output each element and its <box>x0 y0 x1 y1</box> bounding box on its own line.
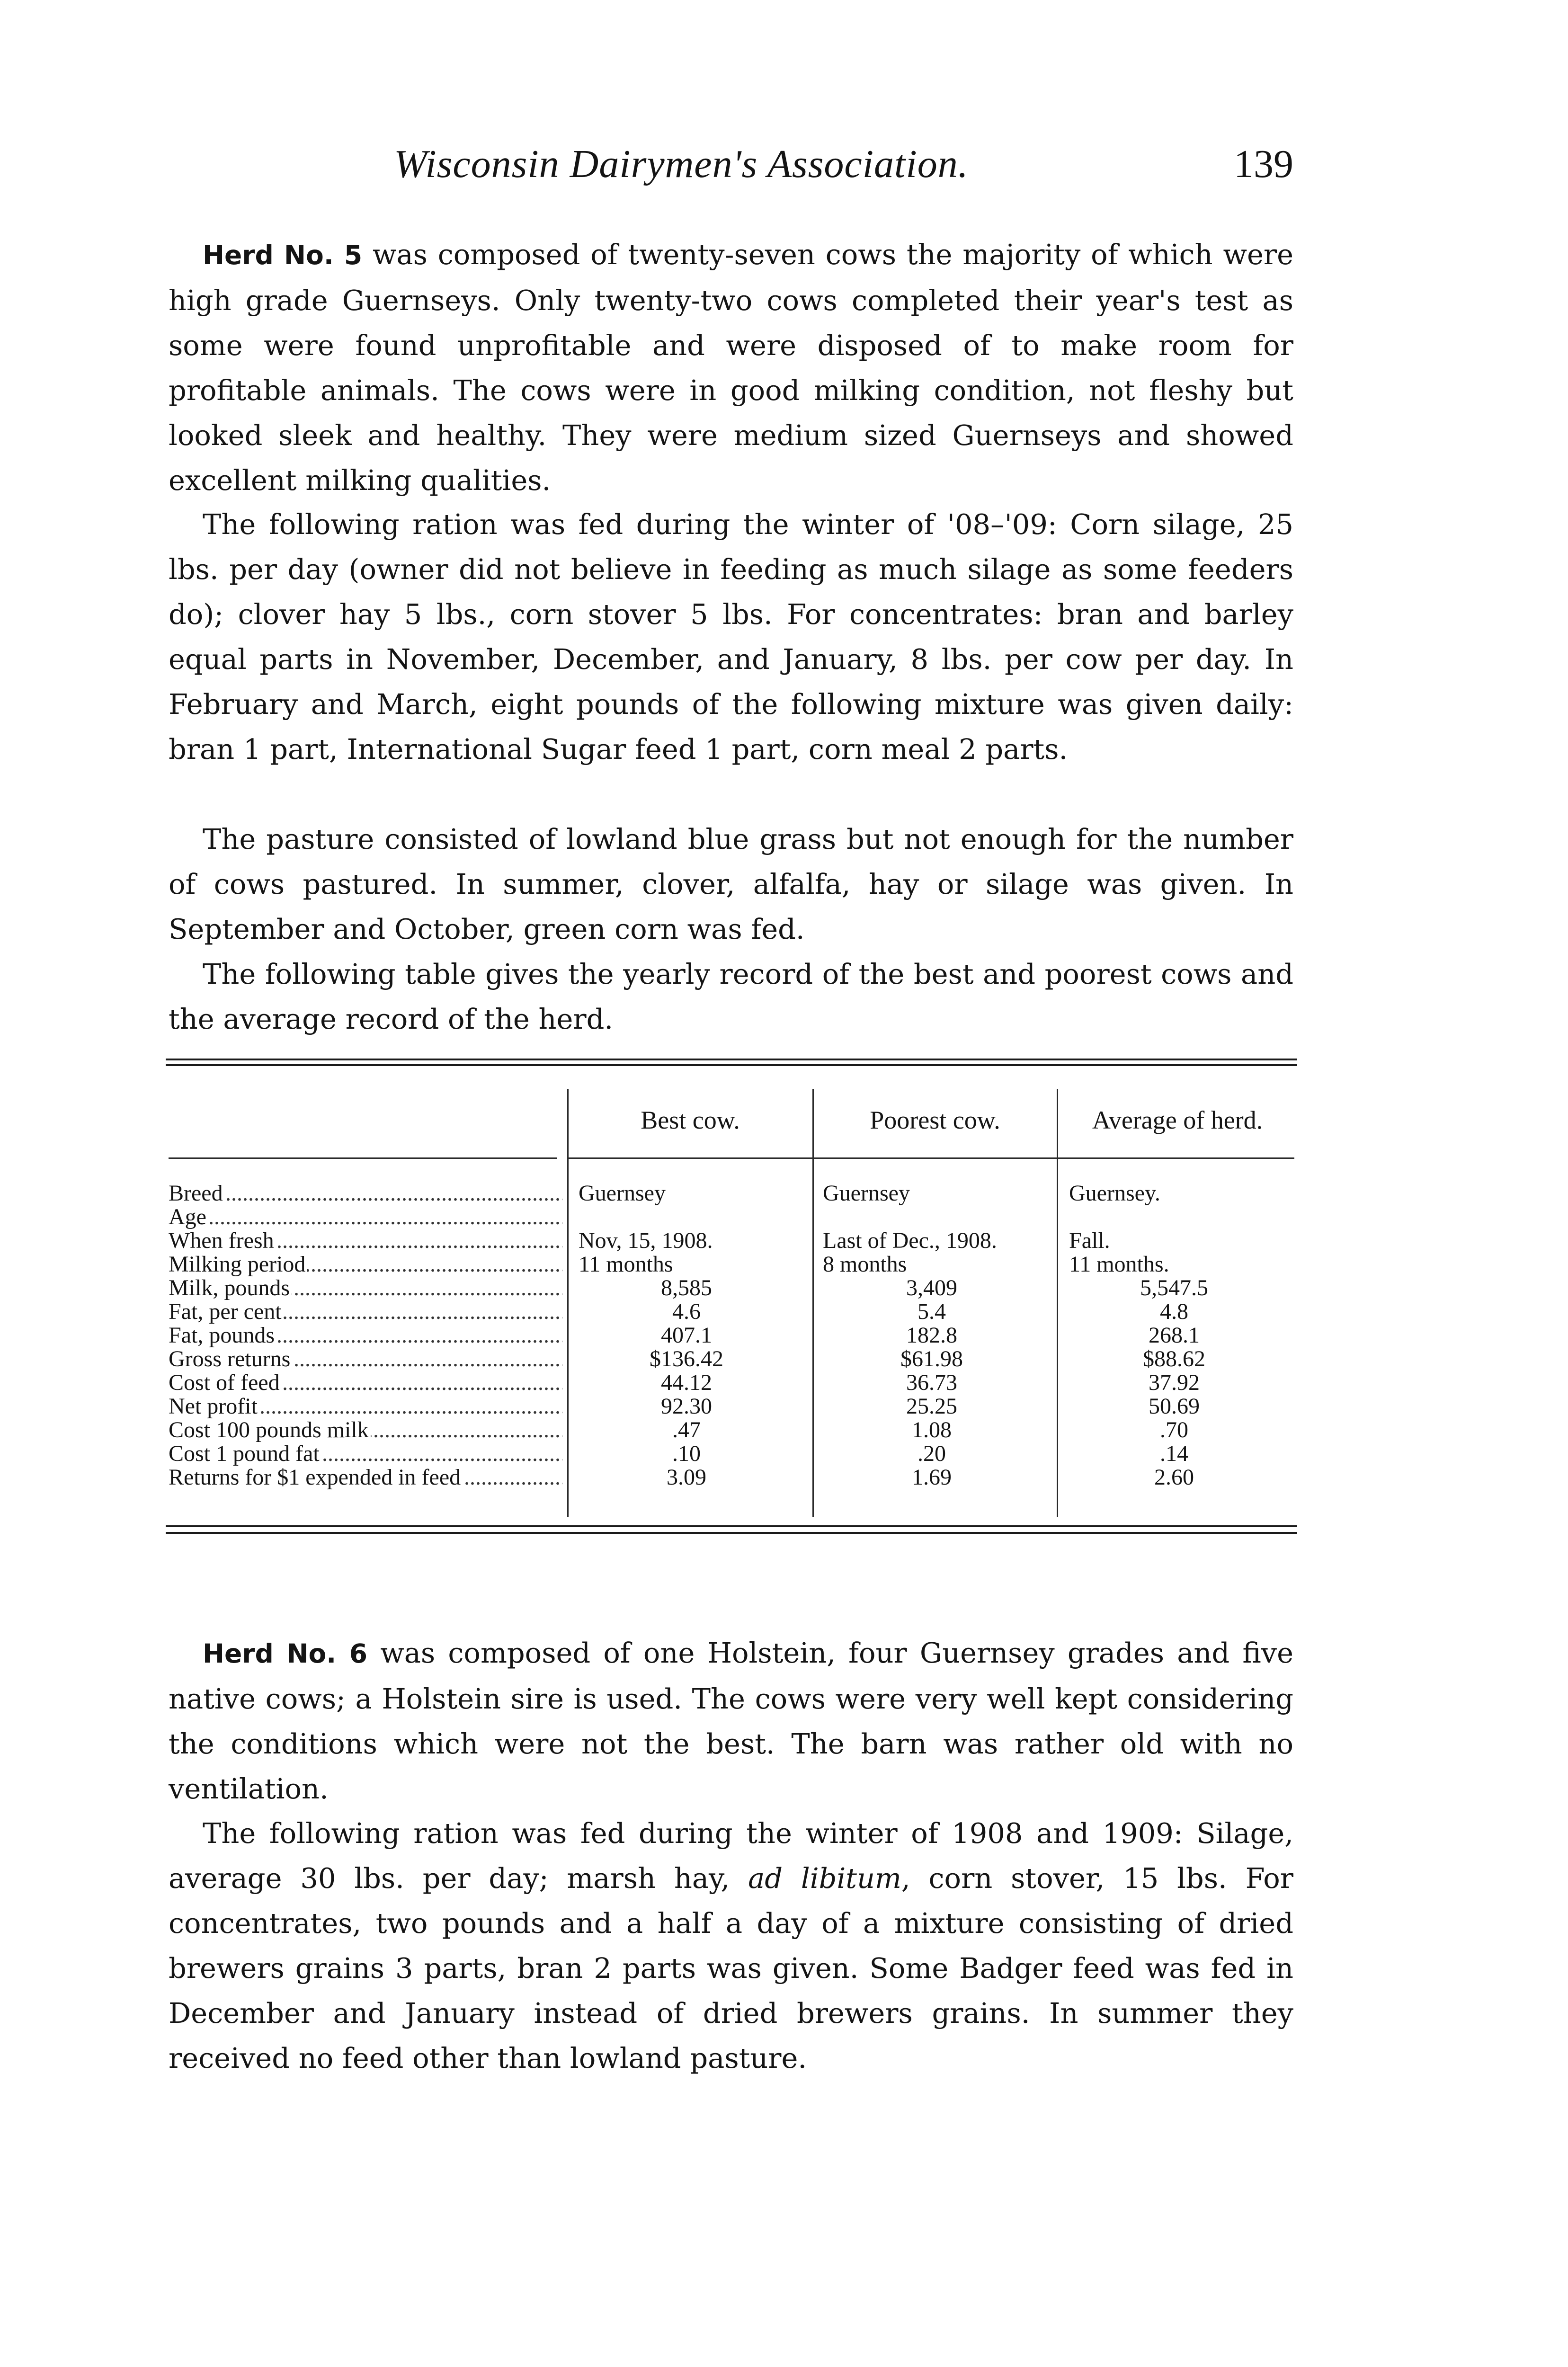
row-label: Fat, pounds . . . <box>169 1324 562 1347</box>
cell-average: Guernsey. <box>1069 1181 1160 1206</box>
table-header-rule <box>568 1157 812 1159</box>
herd6-ration-after: , corn stover, 15 lbs. For concentrates, two pounds and a half a day of a mixture consisting of dried brewers grains 3 parts, bran 2 parts was given. Some Badger feed was fed in December and January instead of dried brewers grains. In summer they received no feed other than lowland pasture. <box>169 1862 1293 2074</box>
row-label: Cost of feed . . . <box>169 1371 562 1395</box>
herd6-lead: Herd No. 6 <box>203 1638 368 1669</box>
table-row <box>0 1442 1568 1466</box>
column-header-average-of-herd: Average of herd. <box>1092 1106 1263 1134</box>
cell-best: Guernsey <box>579 1181 666 1206</box>
column-header-best-cow: Best cow. <box>641 1106 740 1134</box>
table-row <box>0 1395 1568 1418</box>
row-label: Age . . . <box>169 1205 562 1229</box>
table-row <box>0 1466 1568 1489</box>
cell-poorest: $61.98 <box>900 1346 963 1371</box>
row-label: Net profit . . . <box>169 1395 562 1418</box>
cell-average: 2.60 <box>1154 1465 1194 1490</box>
cell-average: Fall. <box>1069 1228 1110 1253</box>
row-label: Gross returns . . . <box>169 1347 562 1371</box>
cell-poorest: .20 <box>918 1441 946 1466</box>
herd6-intro-text: was composed of one Holstein, four Guernsey grades and five native cows; a Holstein sire is used. The cows were very well kept considering the conditions which were not the best. The barn was rather old with no ventilation. <box>169 1637 1293 1805</box>
paragraph-herd5-intro <box>169 232 1293 503</box>
cell-average: 268.1 <box>1149 1323 1200 1348</box>
paragraph-herd6-intro <box>169 1630 1293 1811</box>
cell-poorest: 3,409 <box>906 1275 957 1300</box>
column-header-poorest-cow: Poorest cow. <box>870 1106 1000 1134</box>
row-label: Cost 100 pounds milk . . . <box>169 1418 562 1442</box>
paragraph-herd6-ration <box>169 1811 1293 2081</box>
cell-poorest: 8 months <box>823 1252 907 1277</box>
herd5-ration-text: The following ration was fed during the winter of '08–'09: Corn silage, 25 lbs. per day (owner did not believe in feeding as much silage as some feeders do); clover hay 5 lbs., corn stover 5 lbs. For concentrates: bran and barley equal parts in November, December, and January, 8 lbs. per cow per day. In February and March, eight pounds of the following mixture was given daily: bran 1 part, International Sugar feed 1 part, corn meal 2 parts. <box>169 508 1293 765</box>
cell-best: 11 months <box>579 1252 673 1277</box>
cell-average: 11 months. <box>1069 1252 1169 1277</box>
page-number: 139 <box>1234 142 1293 186</box>
table-row <box>0 1276 1568 1300</box>
cell-poorest: 1.69 <box>912 1465 952 1490</box>
table-row <box>0 1347 1568 1371</box>
herd5-table-intro-text: The following table gives the yearly record of the best and poorest cows and the average record of the herd. <box>169 958 1293 1035</box>
table-top-rule <box>166 1059 1297 1060</box>
cell-best: 92.30 <box>661 1394 712 1419</box>
table-row <box>0 1229 1568 1253</box>
row-label: Milk, pounds . . . <box>169 1276 562 1300</box>
cell-poorest: Guernsey <box>823 1181 910 1206</box>
row-label: When fresh . . . <box>169 1229 562 1253</box>
cell-poorest: 25.25 <box>906 1394 957 1419</box>
cell-best: 44.12 <box>661 1370 712 1395</box>
cell-best: .10 <box>672 1441 701 1466</box>
cell-average: 37.92 <box>1149 1370 1200 1395</box>
running-header-title: Wisconsin Dairymen's Association. <box>394 142 969 186</box>
cell-average: 4.8 <box>1160 1299 1188 1324</box>
table-bottom-rule-2 <box>166 1532 1297 1534</box>
cell-best: .47 <box>672 1417 701 1442</box>
table-row <box>0 1182 1568 1205</box>
cell-average: 5,547.5 <box>1140 1275 1208 1300</box>
paragraph-herd5-table-intro <box>169 952 1293 1041</box>
cell-average: .70 <box>1160 1417 1188 1442</box>
cell-poorest: 182.8 <box>906 1323 957 1348</box>
cell-best: 4.6 <box>672 1299 701 1324</box>
cell-best: 8,585 <box>661 1275 712 1300</box>
cell-poorest: 5.4 <box>918 1299 946 1324</box>
cell-average: $88.62 <box>1143 1346 1205 1371</box>
cell-best: Nov, 15, 1908. <box>579 1228 713 1253</box>
row-label: Cost 1 pound fat . . . <box>169 1442 562 1466</box>
cell-average: .14 <box>1160 1441 1188 1466</box>
herd5-intro-text: was composed of twenty-seven cows the majority of which were high grade Guernseys. Only twenty-two cows completed their year's test as some were found unprofitable and were disposed of to make room for profitable animals. The cows were in good milking condition, not fleshy but looked sleek and healthy. They were medium sized Guernseys and showed excellent milking qualities. <box>169 238 1293 497</box>
cell-poorest: 36.73 <box>906 1370 957 1395</box>
herd6-ration-italic: ad libitum <box>748 1862 901 1895</box>
cell-best: 3.09 <box>667 1465 706 1490</box>
cell-best: $136.42 <box>650 1346 723 1371</box>
table-row <box>0 1300 1568 1324</box>
herd5-lead: Herd No. 5 <box>203 240 363 270</box>
cell-poorest: 1.08 <box>912 1417 952 1442</box>
cell-average: 50.69 <box>1149 1394 1200 1419</box>
table-row <box>0 1371 1568 1395</box>
paragraph-herd5-ration <box>169 502 1293 772</box>
row-label: Milking period . . . <box>169 1253 562 1276</box>
row-label: Fat, per cent . . . <box>169 1300 562 1324</box>
cell-best: 407.1 <box>661 1323 712 1348</box>
table-row <box>0 1324 1568 1347</box>
row-label: Returns for $1 expended in feed . . . <box>169 1466 562 1489</box>
paragraph-herd5-pasture <box>169 817 1293 952</box>
table-row <box>0 1418 1568 1442</box>
table-row <box>0 1253 1568 1276</box>
table-bottom-rule <box>166 1525 1297 1527</box>
table-header-rule <box>813 1157 1057 1159</box>
table-header-rule <box>1058 1157 1294 1159</box>
table-header-rule <box>169 1157 557 1159</box>
herd6-ration-before: The following ration was fed during the winter of 1908 and 1909: Silage, average 30 lbs. per day; marsh hay, <box>169 1817 1293 1895</box>
cell-poorest: Last of Dec., 1908. <box>823 1228 997 1253</box>
table-top-rule-2 <box>166 1064 1297 1066</box>
row-label: Breed . . . <box>169 1182 562 1205</box>
herd5-pasture-text: The pasture consisted of lowland blue grass but not enough for the number of cows pastured. In summer, clover, alfalfa, hay or silage was given. In September and October, green corn was fed. <box>169 823 1293 945</box>
table-row <box>0 1205 1568 1229</box>
